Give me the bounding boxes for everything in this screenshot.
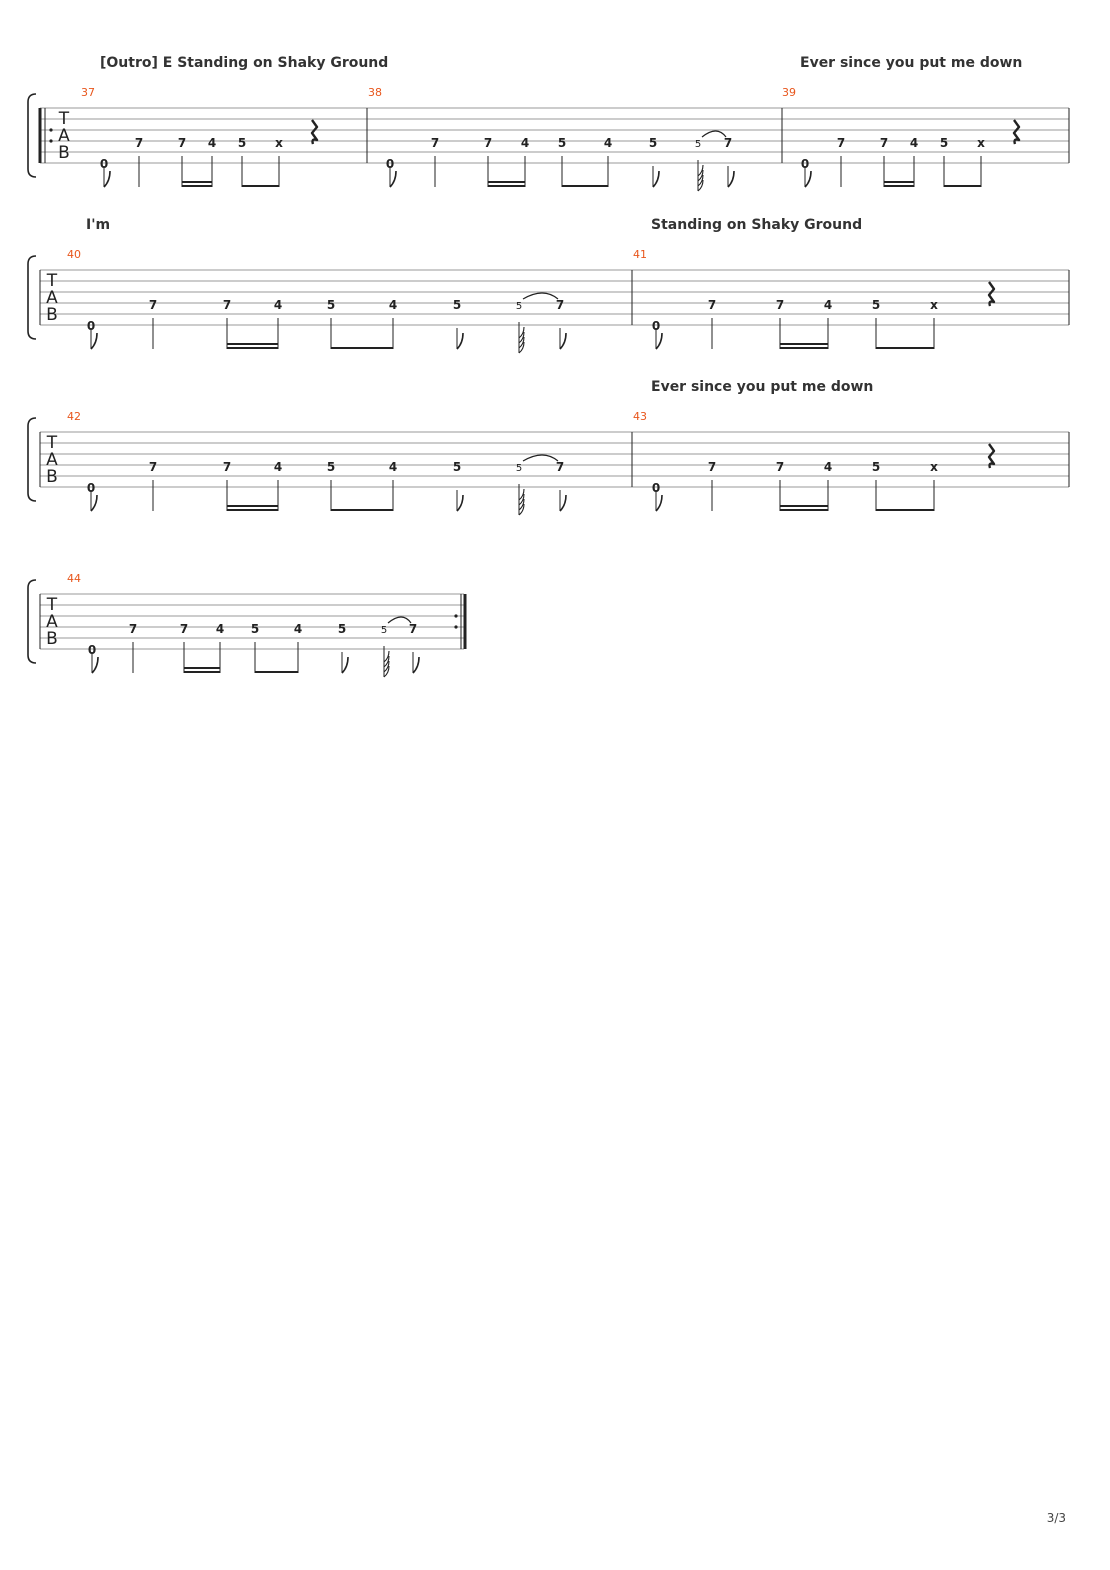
note-flag bbox=[656, 333, 662, 349]
note-flag bbox=[390, 171, 396, 187]
tab-clef-letter: A bbox=[46, 450, 58, 470]
fret-number: 5 bbox=[380, 625, 388, 636]
fret-number: 7 bbox=[148, 460, 158, 474]
fret-number: 7 bbox=[707, 298, 717, 312]
note-beam bbox=[227, 505, 278, 507]
fret-number: 7 bbox=[879, 136, 889, 150]
fret-number: 0 bbox=[385, 157, 395, 171]
measure-number: 43 bbox=[633, 410, 647, 423]
repeat-dot bbox=[454, 614, 457, 617]
measure-number: 42 bbox=[67, 410, 81, 423]
fret-number: 4 bbox=[388, 460, 398, 474]
note-flag bbox=[805, 171, 811, 187]
note-beam bbox=[227, 343, 278, 345]
note-flag bbox=[560, 333, 566, 349]
measure-number: 37 bbox=[81, 86, 95, 99]
fret-number: 4 bbox=[603, 136, 613, 150]
system-bracket bbox=[28, 580, 36, 663]
fret-number: 7 bbox=[179, 622, 189, 636]
repeat-dot bbox=[454, 625, 457, 628]
quarter-rest bbox=[312, 120, 317, 144]
fret-number: 0 bbox=[86, 481, 96, 495]
fret-number: 7 bbox=[222, 298, 232, 312]
tab-clef-letter: T bbox=[46, 433, 58, 453]
lyric-line: I'm bbox=[86, 217, 111, 233]
fret-number: 5 bbox=[515, 301, 523, 312]
note-flag bbox=[91, 495, 97, 511]
note-flag bbox=[457, 495, 463, 511]
page-number: 3/3 bbox=[1046, 1511, 1066, 1525]
lyric-line: Standing on Shaky Ground bbox=[651, 217, 863, 233]
tab-clef-letter: A bbox=[46, 612, 58, 632]
tab-clef-letter: T bbox=[58, 109, 70, 129]
fret-number: 7 bbox=[128, 622, 138, 636]
note-beam bbox=[780, 343, 828, 345]
note-flag bbox=[653, 171, 659, 187]
note-beam bbox=[331, 509, 393, 511]
note-beam bbox=[255, 671, 298, 673]
fret-number: 7 bbox=[483, 136, 493, 150]
fret-number: 4 bbox=[207, 136, 217, 150]
note-beam bbox=[780, 509, 828, 511]
note-flag bbox=[457, 333, 463, 349]
fret-number: 4 bbox=[823, 460, 833, 474]
fret-number: 5 bbox=[871, 460, 881, 474]
quarter-rest bbox=[989, 282, 994, 306]
fret-number: x bbox=[930, 298, 938, 312]
fret-number: 4 bbox=[273, 460, 283, 474]
fret-number: 7 bbox=[707, 460, 717, 474]
fret-number: 5 bbox=[337, 622, 347, 636]
note-beam bbox=[876, 347, 934, 349]
fret-number: 4 bbox=[273, 298, 283, 312]
tab-clef-letter: B bbox=[46, 467, 58, 487]
note-beam bbox=[488, 185, 525, 187]
fret-number: 7 bbox=[836, 136, 846, 150]
fret-number: 5 bbox=[452, 298, 462, 312]
note-flag bbox=[342, 657, 348, 673]
tab-clef-letter: B bbox=[46, 305, 58, 325]
note-flag bbox=[413, 657, 419, 673]
repeat-dot bbox=[49, 139, 52, 142]
fret-number: 0 bbox=[87, 643, 97, 657]
fret-number: x bbox=[977, 136, 985, 150]
fret-number: x bbox=[930, 460, 938, 474]
fret-number: 7 bbox=[775, 460, 785, 474]
note-beam bbox=[227, 509, 278, 511]
measure-number: 44 bbox=[67, 572, 81, 585]
fret-number: 7 bbox=[775, 298, 785, 312]
tab-clef-letter: A bbox=[46, 288, 58, 308]
fret-number: 4 bbox=[293, 622, 303, 636]
note-flag bbox=[91, 333, 97, 349]
quarter-rest bbox=[1014, 120, 1019, 144]
fret-number: 4 bbox=[215, 622, 225, 636]
note-beam bbox=[780, 505, 828, 507]
lyric-line: Ever since you put me down bbox=[651, 379, 874, 395]
note-beam bbox=[562, 185, 608, 187]
system-bracket bbox=[28, 256, 36, 339]
tab-clef-letter: B bbox=[46, 629, 58, 649]
tie-arc bbox=[523, 455, 558, 461]
fret-number: 5 bbox=[871, 298, 881, 312]
tab-clef-letter: T bbox=[46, 271, 58, 291]
fret-number: 4 bbox=[823, 298, 833, 312]
note-beam bbox=[488, 181, 525, 183]
tab-clef-letter: A bbox=[58, 126, 70, 146]
note-beam bbox=[184, 667, 220, 669]
measure-number: 40 bbox=[67, 248, 81, 261]
note-flag bbox=[560, 495, 566, 511]
note-flag bbox=[656, 495, 662, 511]
repeat-dot bbox=[49, 128, 52, 131]
tab-systems bbox=[28, 86, 1069, 677]
fret-number: 5 bbox=[515, 463, 523, 474]
fret-number: 7 bbox=[723, 136, 733, 150]
note-beam bbox=[184, 671, 220, 673]
fret-number: 7 bbox=[408, 622, 418, 636]
tie-arc bbox=[523, 293, 558, 299]
fret-number: 5 bbox=[452, 460, 462, 474]
tie-arc bbox=[702, 131, 726, 137]
note-beam bbox=[227, 347, 278, 349]
measure-number: 38 bbox=[368, 86, 382, 99]
fret-number: 0 bbox=[99, 157, 109, 171]
fret-number: 4 bbox=[388, 298, 398, 312]
note-flag bbox=[104, 171, 110, 187]
fret-number: 5 bbox=[557, 136, 567, 150]
measure-number: 41 bbox=[633, 248, 647, 261]
fret-number: 0 bbox=[86, 319, 96, 333]
note-beam bbox=[876, 509, 934, 511]
note-flag bbox=[728, 171, 734, 187]
fret-number: 0 bbox=[800, 157, 810, 171]
note-flag bbox=[92, 657, 98, 673]
fret-number: 5 bbox=[250, 622, 260, 636]
fret-number: 5 bbox=[237, 136, 247, 150]
fret-number: 7 bbox=[555, 460, 565, 474]
fret-number: 0 bbox=[651, 319, 661, 333]
fret-number: 4 bbox=[520, 136, 530, 150]
tab-clef-letter: T bbox=[46, 595, 58, 615]
fret-number: 7 bbox=[148, 298, 158, 312]
fret-number: 0 bbox=[651, 481, 661, 495]
fret-number: x bbox=[275, 136, 283, 150]
measure-number: 39 bbox=[782, 86, 796, 99]
system-bracket bbox=[28, 418, 36, 501]
fret-number: 4 bbox=[909, 136, 919, 150]
note-beam bbox=[944, 185, 981, 187]
note-beam bbox=[780, 347, 828, 349]
note-beam bbox=[884, 185, 914, 187]
fret-number: 7 bbox=[134, 136, 144, 150]
fret-number: 5 bbox=[939, 136, 949, 150]
fret-number: 7 bbox=[222, 460, 232, 474]
fret-number: 7 bbox=[430, 136, 440, 150]
note-beam bbox=[182, 185, 212, 187]
fret-number: 5 bbox=[326, 460, 336, 474]
note-beam bbox=[242, 185, 279, 187]
fret-number: 5 bbox=[326, 298, 336, 312]
tab-clef-letter: B bbox=[58, 143, 70, 163]
lyric-line: [Outro] E Standing on Shaky Ground bbox=[100, 55, 389, 71]
fret-number: 7 bbox=[177, 136, 187, 150]
system-bracket bbox=[28, 94, 36, 177]
note-beam bbox=[331, 347, 393, 349]
fret-number: 5 bbox=[648, 136, 658, 150]
lyric-line: Ever since you put me down bbox=[800, 55, 1023, 71]
fret-number: 7 bbox=[555, 298, 565, 312]
fret-number: 5 bbox=[694, 139, 702, 150]
note-beam bbox=[884, 181, 914, 183]
tie-arc bbox=[388, 617, 411, 623]
note-beam bbox=[182, 181, 212, 183]
quarter-rest bbox=[989, 444, 994, 468]
